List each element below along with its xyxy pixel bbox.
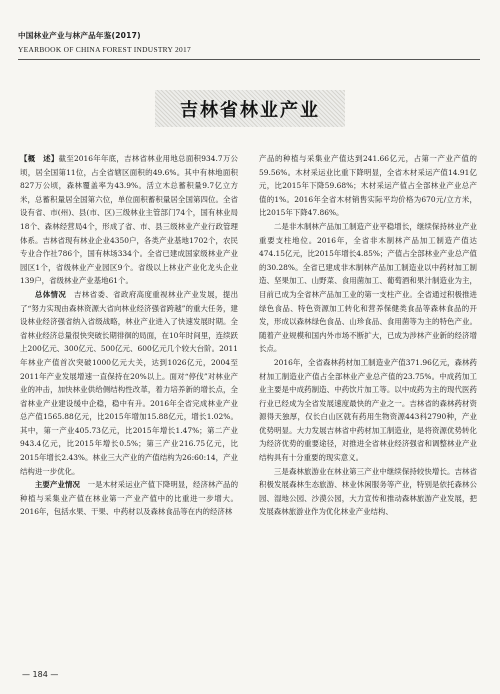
right-column (259, 152, 477, 519)
paragraph-forest-medicine: 2016年，全省森林药材加工制造业产值371.96亿元，森林药材加工制造业产值占全部林业产业总产值的23.75%。中成药加工业主要是中成药制造、中药饮片加工等。以中成药为主的现代医药行业已经成为全省发展速度最快的产业之一。吉林省的森林药材资源得天独厚，仅长白山区就有药用生物资源443科2790种，产业优势明显。大力发展吉林省中药材加工制造业，是将资源优势转化为经济优势的重要途径，对推进全省林业经济强省和调整林业产业结构具有十分重要的现实意义。 (259, 357, 477, 463)
general-situation-label: 总体情况 (34, 289, 67, 299)
running-header (18, 30, 480, 54)
overview-text: 截至2016年年底，吉林省林业用地总面积934.7万公顷，居全国第11位，占全省辖区面积的49.6%。其中有林地面积827万公顷，森林覆盖率为43.9%。活立木总蓄积量9.7亿立方米，总蓄积量居全国第六位，单位面积蓄积量居全国第四位。全省设有省、市(州)、县(市、区)三级林业主管部门74个，国有林业局18个、森林经营局4个，形成了省、市、县三级林业产业行政管理体系。吉林省现有林业企业4350户，各类产业基地1702个，农民专业合作社786个，国有林场334个。全省已建成国家级林业产业园区1个，省级林业产业园区9个。省级以上林业产业化龙头企业139户，省级林业产业基地61个。 (20, 154, 238, 286)
overview-label: 【概 述】 (20, 154, 59, 163)
main-industry-label: 主要产业情况 (34, 480, 81, 490)
left-column (20, 152, 238, 519)
page-number: — 184 — (22, 670, 59, 679)
overview-paragraph (20, 152, 238, 288)
chapter-title: 吉林省林业产业 (180, 99, 320, 121)
paragraph-forest-tourism: 三是森林旅游业在林业第三产业中继续保持较快增长。吉林省积极发展森林生态旅游、林业休闲服务等产业，特别是依托森林公园、湿地公园、沙漠公园，大力宣传和推动森林旅游产业发展，把发展森林旅游业作为优化林业产业结构、 (259, 466, 477, 517)
general-situation-text: 吉林省委、省政府高度重视林业产业发展，提出了“努力实现由森林资源大省向林业经济强省跨越”的重大任务，建设林业经济强省纳入省级战略，林业产业进入了快速发展时期。全省林业经济总量很快突破长期徘徊的局面，在10年时间里，连续跃上200亿元、300亿元、500亿元、600亿元几个较大台阶。2011年林业产值首次突破1000亿元大关，达到1026亿元，2004至2011年产业发展增速一直保持在20%以上。面对“停伐”对林业产业的冲击，加快林业供给侧结构性改革，着力培养新的增长点，全省林业产业建设缓中企稳，稳中有升。2016年全省完成林业产业总产值1565.88亿元，比2015年增加15.88亿元，增长1.02%。其中，第一产业405.73亿元，比2015年增长1.47%；第二产业943.4亿元，比2015年增长0.5%；第三产业216.75亿元，比2015年增长2.43%。林业三大产业的产值结构为26:60:14，产业结构进一步优化。 (20, 289, 239, 476)
paragraph-non-wood-products: 二是非木制林产品加工制造产业平稳增长，继续保持林业产业重要支柱地位。2016年，全省非木制林产品加工制造产值达474.15亿元，比2015年增长4.85%；产值占全部林业产业总产值的30.28%。全省已建成非木制林产品加工制造业以中药材加工制造、坚果加工、山野菜、食用菌加工、葡萄酒和果汁制造业为主，目前已成为全省林产品加工业的第一支柱产业。全省通过积极推进绿色食品、特色资源加工转化和营养保健类食品等森林食品的开发，形成以森林绿色食品、山珍食品、食用菌等为主的特色产业。随着产业规模和国内外市场不断扩大，已成为涉林产业新的经济增长点。 (259, 221, 477, 354)
yearbook-title-cn: 中国林业产业与林产品年鉴(2017) (18, 31, 141, 40)
paragraph-continued: 产品的种植与采集业产值达到241.66亿元，占第一产业产值的59.56%。木材采运业比重下降明显，全省木材采运产值14.91亿元，比2015年下降59.68%；木材采运产值占全部林业产业总产值的1%。2016年全省木材销售实际平均价格为670元/立方米，比2015年下降47.86%。 (259, 154, 477, 218)
general-situation-paragraph (20, 288, 238, 478)
chapter-title-band (155, 90, 345, 127)
header-rule (18, 59, 480, 60)
main-industry-paragraph (20, 478, 238, 519)
main-industry-text: 一是木材采运业产值下降明显，经济林产品的种植与采集业产值在林业第一产业产值中的比重进一步增大。2016年，包括水果、干果、中药材以及森林食品等在内的经济林 (20, 480, 239, 517)
yearbook-title-en: YEARBOOK OF CHINA FOREST INDUSTRY 2017 (18, 45, 191, 54)
